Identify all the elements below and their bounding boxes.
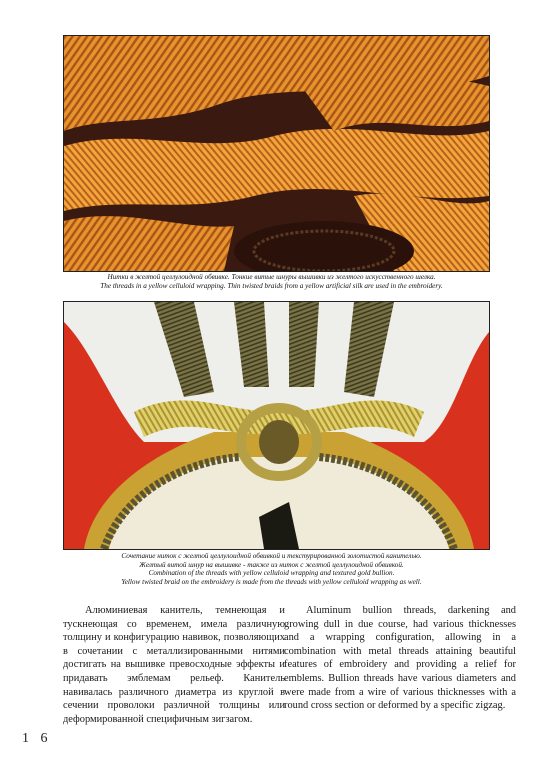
page-number: 1 6	[22, 731, 52, 746]
photo-gold-threads-closeup	[63, 35, 490, 272]
caption-line: Combination of the threads with yellow celluloid wrapping and textured gold bullion.	[148, 569, 395, 578]
caption-english: The threads in a yellow celluloid wrapping. Thin twisted braids from a yellow artificial silk are used in the embroidery.	[100, 281, 443, 290]
caption-line: Сочетание ниток с желтой целлулоидной обвивкой и текстурированной золотистой канителью.	[121, 552, 422, 560]
caption-line: Yellow twisted braid on the embroidery is made from the threads with yellow celluloid wrapping as well.	[121, 577, 422, 586]
body-text-english: Aluminum bullion threads, darkening and growing dull in due course, had various thicknesses and a wrapping configuration, allowing in a combination with metal threads attaining beautiful features of embroidery and providing a relief for emblems. Bullion threads have various diameters and were made from a wire of various thicknesses with a round cross section or deformed by a specific zigzag.	[284, 605, 516, 712]
photo-caption-2	[40, 552, 503, 586]
body-text-russian: Алюминиевая канитель, темнеющая и тускнеющая со временем, имела различную толщину и конфигурацию навивок, позволяющих в сочетании с металлизированными нитями достигать на вышивке превосходные эффекты и придавать эмблемам рельеф. Канитель навивалась различного диаметра из круглой в сечении проволоки различной толщины или деформированной специфичным зигзагом.	[63, 605, 285, 725]
caption-russian: Нитки в желтой целлулоидной обвивке. Тонкие витые шнуры вышивки из желтого искусственного шелка.	[107, 273, 436, 281]
photo-caption-1	[40, 273, 503, 290]
caption-line: Желтый витой шнур на вышивке - также из ниток с желтой целлулоидной обвивкой.	[139, 560, 404, 569]
photo-embroidered-emblem	[63, 301, 490, 550]
